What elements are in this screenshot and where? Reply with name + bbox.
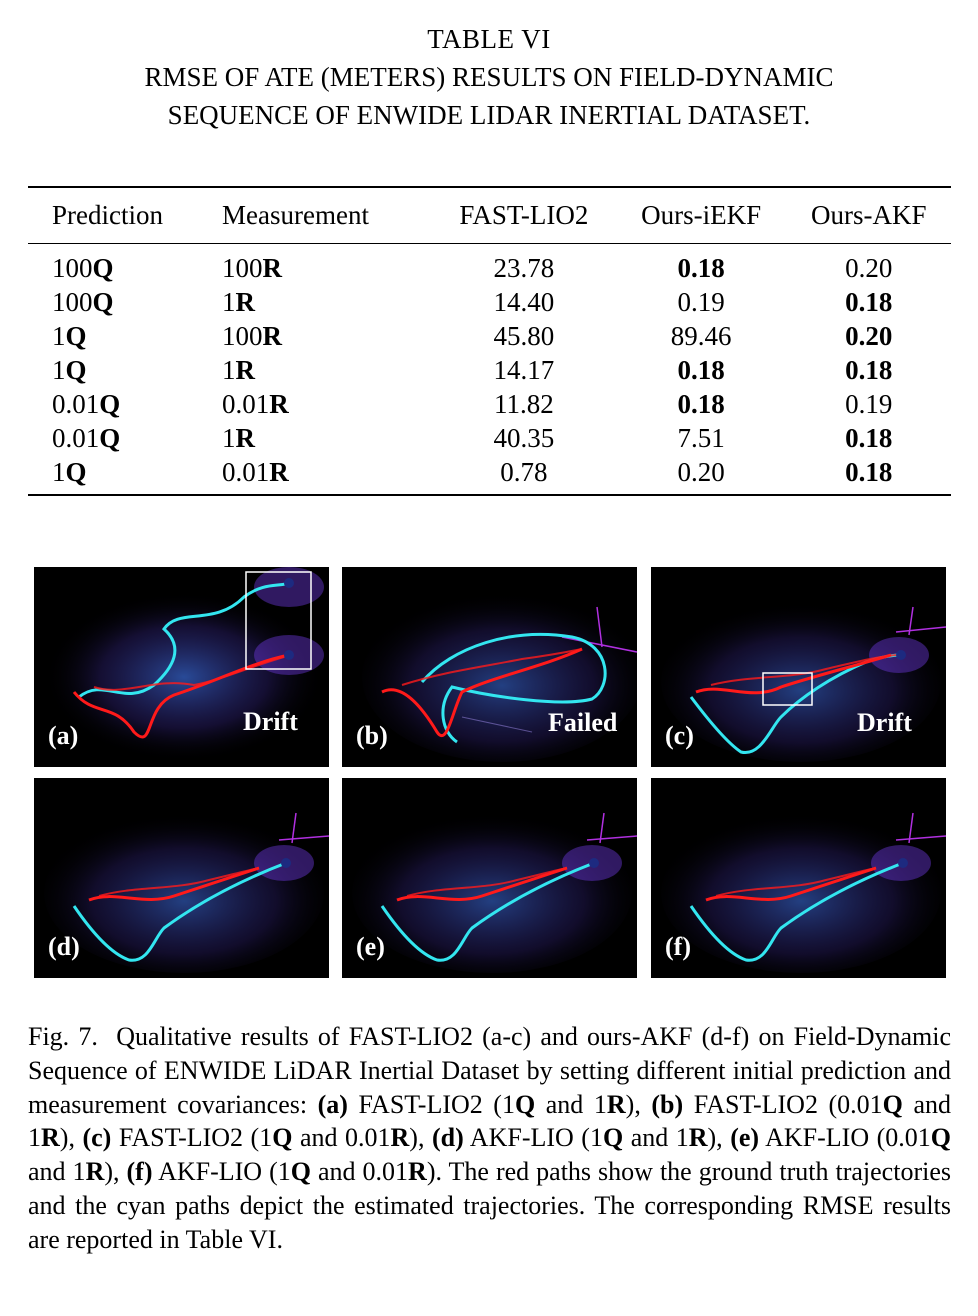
cell-ours-akf: 0.20	[845, 252, 893, 283]
figure-caption: Fig. 7. Qualitative results of FAST-LIO2 (a-c) and ours-AKF (d-f) on Field-Dynamic Sequence of ENWIDE LiDAR Inertial Dataset by setting different initial prediction and measurement covariances: (a) FAST-LIO2 (1Q and 1R), (b) FAST-LIO2 (0.01Q and 1R), (c) FAST-LIO2 (1Q and 0.01R), (d) AKF-LIO (1Q and 1R), (e) AKF-LIO (0.01Q and 1R), (f) AKF-LIO (1Q and 0.01R). The red paths show the ground truth trajectories and the cyan paths depict the estimated trajectories. The corresponding RMSE results are reported in Table VI.	[28, 1022, 952, 1254]
cell-measurement: 1R	[222, 354, 255, 385]
table-row	[28, 455, 951, 489]
panel-label-c: (c)	[665, 721, 694, 750]
caption-ref-d: (d)	[431, 1123, 464, 1153]
cell-fast-lio2: 14.17	[493, 354, 555, 385]
cell-ours-akf: 0.18	[845, 456, 893, 487]
header-prediction: Prediction	[52, 199, 163, 230]
cell-prediction: 1Q	[52, 354, 87, 385]
table-row	[28, 285, 951, 319]
panel-label-e: (e)	[356, 932, 385, 961]
trajectory-plot-e	[342, 778, 637, 978]
table-header-row	[28, 193, 951, 237]
table-title-block	[0, 20, 978, 134]
cell-prediction: 100Q	[52, 252, 114, 283]
panel-label-d: (d)	[48, 932, 80, 961]
panel-status-b: Failed	[548, 708, 618, 737]
figure-panel-f	[651, 778, 946, 978]
cell-measurement: 100R	[222, 252, 282, 283]
cell-measurement: 100R	[222, 320, 282, 351]
table-top-rule	[28, 186, 951, 188]
panel-label-f: (f)	[665, 932, 691, 961]
figure-panel-d	[34, 778, 329, 978]
results-table	[28, 193, 951, 489]
cell-measurement: 0.01R	[222, 456, 289, 487]
cell-measurement: 1R	[222, 422, 255, 453]
cell-ours-akf: 0.20	[845, 320, 893, 351]
table-row	[28, 421, 951, 455]
figure-panel-c	[651, 567, 946, 767]
table-row	[28, 387, 951, 421]
cell-fast-lio2: 45.80	[493, 320, 555, 351]
cell-measurement: 1R	[222, 286, 255, 317]
cell-fast-lio2: 0.78	[500, 456, 548, 487]
header-measurement: Measurement	[222, 199, 369, 230]
table-row	[28, 353, 951, 387]
cell-ours-iekf: 0.18	[677, 354, 725, 385]
table-row	[28, 319, 951, 353]
cell-ours-akf: 0.18	[845, 422, 893, 453]
cell-fast-lio2: 40.35	[493, 422, 555, 453]
cell-prediction: 1Q	[52, 456, 87, 487]
panel-status-a: Drift	[243, 707, 298, 736]
caption-ref-e: (e)	[730, 1123, 760, 1153]
figure-number: Fig. 7.	[28, 1022, 98, 1051]
table-caption-line-1: RMSE OF ATE (METERS) RESULTS ON FIELD-DYNAMIC	[144, 62, 834, 92]
panel-status-c: Drift	[857, 708, 912, 737]
cell-fast-lio2: 11.82	[493, 388, 554, 419]
table-bottom-rule	[28, 494, 951, 496]
header-ours-akf: Ours-AKF	[811, 199, 927, 230]
figure-panel-b	[342, 567, 637, 767]
cell-ours-akf: 0.19	[845, 388, 893, 419]
cell-ours-akf: 0.18	[845, 286, 893, 317]
cell-prediction: 0.01Q	[52, 422, 121, 453]
figure-panel-e	[342, 778, 637, 978]
cell-ours-iekf: 89.46	[670, 320, 732, 351]
cell-measurement: 0.01R	[222, 388, 289, 419]
cell-ours-iekf: 7.51	[677, 422, 725, 453]
cell-fast-lio2: 23.78	[493, 252, 555, 283]
cell-prediction: 0.01Q	[52, 388, 121, 419]
trajectory-plot-f	[651, 778, 946, 978]
caption-ref-f: (f)	[126, 1157, 153, 1187]
cell-ours-iekf: 0.19	[677, 286, 725, 317]
cell-prediction: 100Q	[52, 286, 114, 317]
panel-label-b: (b)	[356, 721, 388, 750]
table-label: TABLE VI	[427, 24, 551, 54]
caption-ref-b: (b)	[651, 1089, 684, 1119]
header-fast-lio2: FAST-LIO2	[459, 199, 589, 230]
caption-text: Qualitative results of FAST-LIO2 (a-c) and ours-AKF (d-f) on Field-Dynamic Sequence of ENWIDE LiDAR Inertial Dataset by setting different initial prediction and measurement covariances:	[28, 1022, 952, 1119]
caption-ref-c: (c)	[82, 1123, 112, 1153]
header-ours-iekf: Ours-iEKF	[641, 199, 762, 230]
panel-label-a: (a)	[48, 721, 79, 750]
cell-ours-iekf: 0.18	[677, 388, 725, 419]
table-row	[28, 237, 951, 285]
cell-ours-iekf: 0.18	[677, 252, 725, 283]
cell-fast-lio2: 14.40	[493, 286, 555, 317]
table-caption-line-2: SEQUENCE OF ENWIDE LIDAR INERTIAL DATASET.	[167, 100, 811, 130]
caption-ref-a: (a)	[317, 1089, 348, 1119]
cell-ours-akf: 0.18	[845, 354, 893, 385]
cell-prediction: 1Q	[52, 320, 87, 351]
cell-ours-iekf: 0.20	[677, 456, 725, 487]
figure-panel-a	[34, 567, 329, 767]
